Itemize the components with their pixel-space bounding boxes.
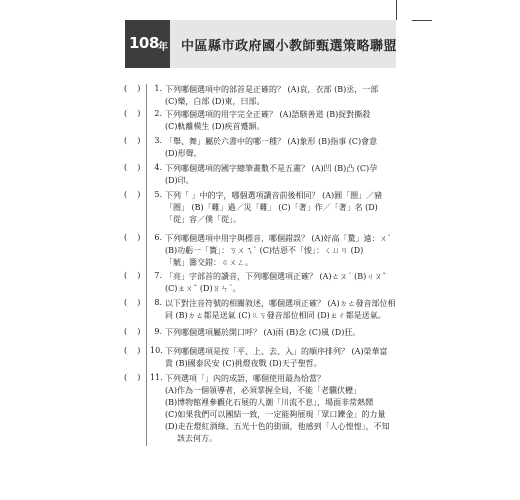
question-text-line: (C)如果我們可以團結一致，一定能夠展現「眾口鑠金」的力量 [165,410,386,419]
question-text-line: 下列哪個選項是按「平、上、去、入」的順序排列？ (A)榮華富 [165,347,388,356]
header-title: 中區縣市政府國小教師甄選策略聯盟 [181,39,398,54]
question-number: 7. [154,271,162,280]
question-text-line: (A)作為一個領導者，必須掌握全局，不能「老驥伏櫪」 [165,386,362,395]
question-number: 3. [154,136,162,145]
question-text-line: (C)ㄓㄨˇ (D)ㄖㄣˊ。 [165,284,241,293]
answer-blank: ( ) [124,163,141,172]
answer-blank: ( ) [124,233,141,242]
question-text-line: 「從」容／僕「從」。 [165,215,241,224]
page-header [125,20,396,68]
answer-blank: ( ) [124,84,141,93]
crop-mark [412,20,432,21]
question-text-line: 以下對注音符號的相關敘述，哪個選項正確？ (A)ㄉㄊ發音部位相 [165,299,396,308]
question-text-line: (D)走在燈紅酒綠、五光十色的街頭，他感到「人心惶惶」，不知 [165,422,390,431]
question-number: 11. [150,373,163,382]
year-badge [125,20,170,68]
question-text-line: 「舉、舞」屬於六書中的哪一種？ (A)象形 (B)指事 (C)會意 [165,137,378,146]
question-text-line: 下列哪個選項中用字與標音，哪個錯誤？ (A)好高「騖」遠：ㄨˋ [165,234,392,243]
question-text-line: (D)形聲。 [165,149,202,158]
year-suffix: 年 [158,42,168,53]
question-number: 5. [154,190,162,199]
question-number: 9. [154,327,162,336]
answer-blank: ( ) [124,327,141,336]
question-text-line: 下列哪個選項的用字完全正確？ (A)語駭善道 (B)捉對撕殺 [165,110,371,119]
question-text-line: 下列選項「」內的成語，哪個使用最為恰當？ [165,374,325,383]
question-number: 2. [154,109,162,118]
question-number: 6. [154,233,162,242]
question-text-line: 該去何方。 [177,434,217,443]
answer-blank: ( ) [124,346,141,355]
question-number: 4. [154,163,162,172]
question-text-line: (C)樂，白部 (D)東，曰部。 [165,97,265,106]
answer-blank: ( ) [124,109,141,118]
question-text-line: 「觥」籌交錯：ㄍㄨㄥ。 [165,258,253,267]
answer-blank: ( ) [124,373,141,382]
answer-column-divider [146,84,147,446]
question-text-line: 同 (B)ㄉㄊ都是送氣 (C)ㄍㄎ發音部位相同 (D)ㄓㄔ都是送氣。 [165,311,386,320]
question-text-line: 下列哪個選項的國字總筆畫數不是五畫？ (A)凹 (B)凸 (C)孕 [165,164,378,173]
answer-blank: ( ) [124,298,141,307]
question-text-line: (B)博物館裡參觀化石展的人潮「川流不息」，場面非常熱鬧 [165,398,374,407]
question-text-line: 「亮」字部首的讀音，下列哪個選項正確？ (A)ㄊㄡˊ (B)ㄐㄡˇ [165,272,387,281]
question-number: 8. [154,298,162,307]
question-text-line: 下列「 」中的字，哪個選項讀音前後相同？ (A)圓「圈」／豬 [165,191,383,200]
question-text-line: 「圈」 (B)「難」過／災「難」 (C)「著」作／「著」名 (D) [165,203,378,212]
question-text-line: (B)功虧一「簣」：ㄎㄨㄟˋ (C)怙惡不「悛」：ㄑㄩㄢ (D) [165,246,364,255]
answer-blank: ( ) [124,136,141,145]
question-text-line: 貴 (B)國泰民安 (C)挑燈夜戰 (D)天子聖哲。 [165,359,322,368]
question-text-line: (D)印。 [165,176,194,185]
answer-blank: ( ) [124,271,141,280]
crop-mark [396,0,397,20]
question-text-line: (C)軌離模生 (D)疾首蹙額。 [165,122,265,131]
question-text-line: 下列哪個選項屬於開口呼？ (A)雨 (B)念 (C)風 (D)狂。 [165,328,361,337]
year-number: 108 [129,34,159,52]
question-number: 10. [150,346,163,355]
question-number: 1. [154,84,162,93]
question-text-line: 下列哪個選項中的部首是正確的？ (A)哀，衣部 (B)丞，一部 [165,85,379,94]
answer-blank: ( ) [124,190,141,199]
